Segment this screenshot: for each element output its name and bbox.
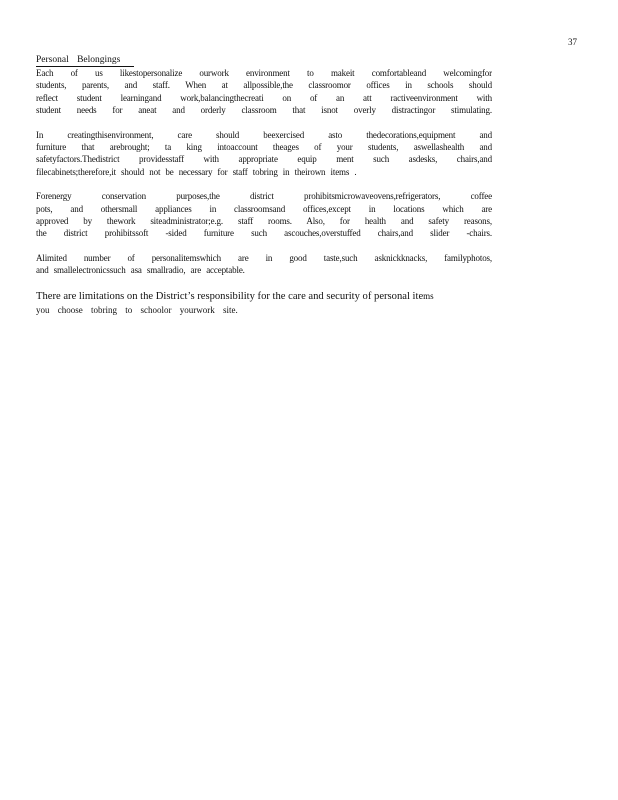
paragraph-line: Alimited number of personalitemswhich are in good taste,such asknickknacks, familyphotos, bbox=[36, 252, 492, 263]
notice-text-tail: ms bbox=[423, 290, 434, 301]
paragraph-line: Forenergy conservation purposes,the district prohibitsmicrowaveovens,refrigerators, coffee bbox=[36, 191, 492, 202]
paragraph-line: students, parents, and staff. When at allpossible,the classroomor offices in schools should bbox=[36, 80, 492, 91]
paragraph-line: and smallelectronicssuch asa smallradio, are acceptable. bbox=[36, 265, 245, 276]
paragraph-line: student needs for aneat and orderly classroom that isnot overly distractingor stimulating. bbox=[36, 105, 492, 116]
paragraph-line: Each of us likestopersonalize ourwork environment to makeit comfortableand welcomingfor bbox=[36, 68, 492, 78]
notice-text: There are limitations on the District’s responsibility for the care and security of personal ite bbox=[36, 290, 424, 302]
notice-line: you choose tobring to schoolor yourwork site. bbox=[36, 304, 238, 315]
paragraph-line: filecabinets;therefore,it should not be necessary for staff tobring in theirown items . bbox=[36, 166, 357, 177]
paragraph-line: safetyfactors.Thedistrict providesstaff with appropriate equip ment such asdesks, chairs,and bbox=[36, 154, 492, 165]
page-number: 37 bbox=[568, 37, 577, 47]
responsibility-notice bbox=[36, 289, 492, 316]
paragraph-line: furniture that arebrought; ta king intoaccount theages of your students, aswellashealth and bbox=[36, 142, 492, 153]
section-heading: Personal Belongings bbox=[36, 55, 134, 67]
paragraph-environment bbox=[36, 129, 492, 179]
paragraph-personalize bbox=[36, 67, 492, 117]
paragraph-line: pots, and othersmall appliances in classroomsand offices,except in locations which are bbox=[36, 203, 492, 214]
document-body bbox=[36, 49, 492, 316]
paragraph-line: reflect student learningand work,balancingthecreati on of an att ractiveenvironment with bbox=[36, 92, 492, 103]
paragraph-line: approved by thework siteadministrator;e.g. staff rooms. Also, for health and safety reasons, bbox=[36, 216, 492, 227]
paragraph-energy bbox=[36, 190, 492, 240]
paragraph-personal-items bbox=[36, 252, 492, 277]
paragraph-line: In creatingthisenvironment, care should beexercised asto thedecorations,equipment and bbox=[36, 129, 492, 140]
paragraph-line: the district prohibitssoft -sided furniture such ascouches,overstuffed chairs,and slider -chairs. bbox=[36, 228, 492, 239]
notice-line bbox=[36, 289, 492, 304]
